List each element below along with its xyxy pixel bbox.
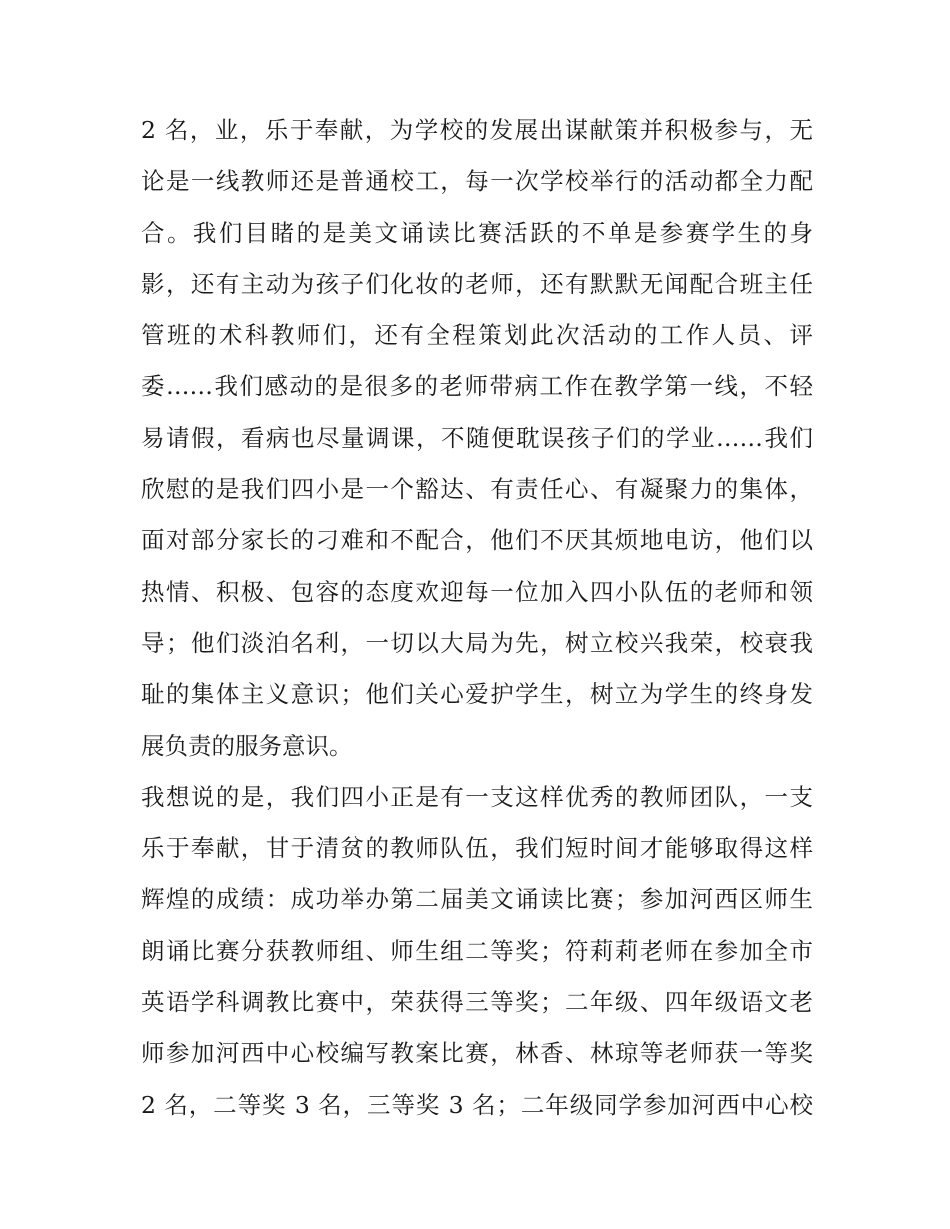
text-line: 导；他们淡泊名利，一切以大局为先，树立校兴我荣，校衰我 bbox=[141, 628, 813, 657]
text-line: 师参加河西中心校编写教案比赛，林香、林琼等老师获一等奖 bbox=[141, 1039, 813, 1068]
text-line: 耻的集体主义意识；他们关心爱护学生，树立为学生的终身发 bbox=[141, 680, 813, 709]
text-line: 我想说的是，我们四小正是有一支这样优秀的教师团队，一支 bbox=[141, 782, 813, 811]
text-line: 2 名，业，乐于奉献，为学校的发展出谋献策并积极参与，无 bbox=[141, 116, 813, 144]
text-line: 委……我们感动的是很多的老师带病工作在教学第一线，不轻 bbox=[141, 372, 813, 401]
text-line: 论是一线教师还是普通校工，每一次学校举行的活动都全力配 bbox=[141, 167, 813, 196]
text-line: 乐于奉献，甘于清贫的教师队伍，我们短时间才能够取得这样 bbox=[141, 834, 813, 863]
text-line: 辉煌的成绩：成功举办第二届美文诵读比赛；参加河西区师生 bbox=[141, 885, 813, 914]
document-body bbox=[141, 105, 813, 1131]
text-line: 热情、积极、包容的态度欢迎每一位加入四小队伍的老师和领 bbox=[141, 577, 813, 606]
text-line: 面对部分家长的刁难和不配合，他们不厌其烦地电访，他们以 bbox=[141, 526, 813, 555]
text-line: 影，还有主动为孩子们化妆的老师，还有默默无闻配合班主任 bbox=[141, 269, 813, 298]
text-line: 2 名，二等奖 3 名，三等奖 3 名；二年级同学参加河西中心校 bbox=[141, 1090, 813, 1119]
text-line: 英语学科调教比赛中，荣获得三等奖；二年级、四年级语文老 bbox=[141, 988, 813, 1017]
text-line: 管班的术科教师们，还有全程策划此次活动的工作人员、评 bbox=[141, 321, 813, 350]
text-line: 朗诵比赛分获教师组、师生组二等奖；符莉莉老师在参加全市 bbox=[141, 936, 813, 965]
text-line: 展负责的服务意识。 bbox=[141, 731, 353, 760]
text-line: 合。我们目睹的是美文诵读比赛活跃的不单是参赛学生的身 bbox=[141, 218, 813, 247]
text-line: 欣慰的是我们四小是一个豁达、有责任心、有凝聚力的集体， bbox=[141, 475, 813, 504]
text-line: 易请假，看病也尽量调课，不随便耽误孩子们的学业……我们 bbox=[141, 423, 813, 452]
